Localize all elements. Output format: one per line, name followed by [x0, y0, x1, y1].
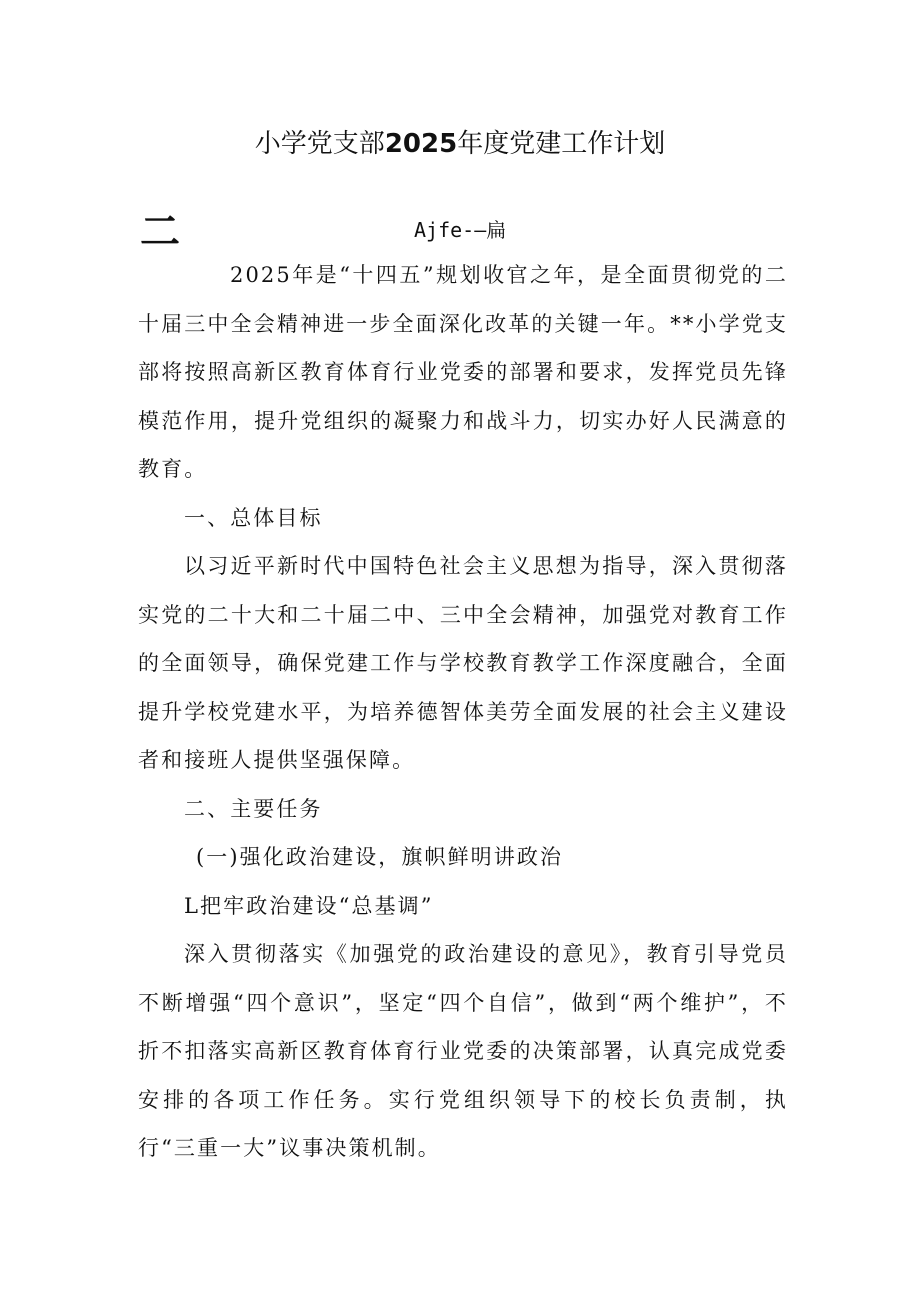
section-heading-overall-goal: 一、总体目标	[184, 505, 323, 530]
document-body	[138, 251, 788, 1173]
subsection-heading-political-building: (一)强化政治建设，旗帜鲜明讲政治	[196, 845, 564, 869]
overall-goal-paragraph: 以习近平新时代中国特色社会主义思想为指导，深入贯彻落实党的二十大和二十届二中、三中全会精神，加强党对教育工作的全面领导，确保党建工作与学校教育教学工作深度融合，全面提升学校党建水平，为培养德智体美劳全面发展的社会主义建设者和接班人提供坚强保障。	[138, 554, 788, 772]
section-heading-main-tasks: 二、主要任务	[184, 796, 323, 821]
intro-paragraph: 2025年是“十四五”规划收官之年，是全面贯彻党的二十届三中全会精神进一步全面深化改革的关键一年。**小学党支部将按照高新区教育体育行业党委的部署和要求，发挥党员先锋模范作用，提升党组织的凝聚力和战斗力，切实办好人民满意的教育。	[138, 263, 788, 481]
item-heading-political-tone: L把牢政治建设“总基调”	[184, 893, 434, 918]
title-year: 2025	[384, 129, 458, 159]
section-mark: 二	[140, 209, 180, 255]
title-prefix: 小学党支部	[254, 129, 385, 159]
title-suffix: 年度党建工作计划	[457, 129, 666, 159]
document-title	[0, 126, 920, 162]
political-building-paragraph: 深入贯彻落实《加强党的政治建设的意见》，教育引导党员不断增强“四个意识”，坚定“四个自信”，做到“两个维护”，不折不扣落实高新区教育体育行业党委的决策部署，认真完成党委安排的各项工作任务。实行党组织领导下的校长负责制，执行“三重一大”议事决策机制。	[138, 942, 788, 1160]
subheading: Ajfe-—扁	[414, 218, 507, 242]
